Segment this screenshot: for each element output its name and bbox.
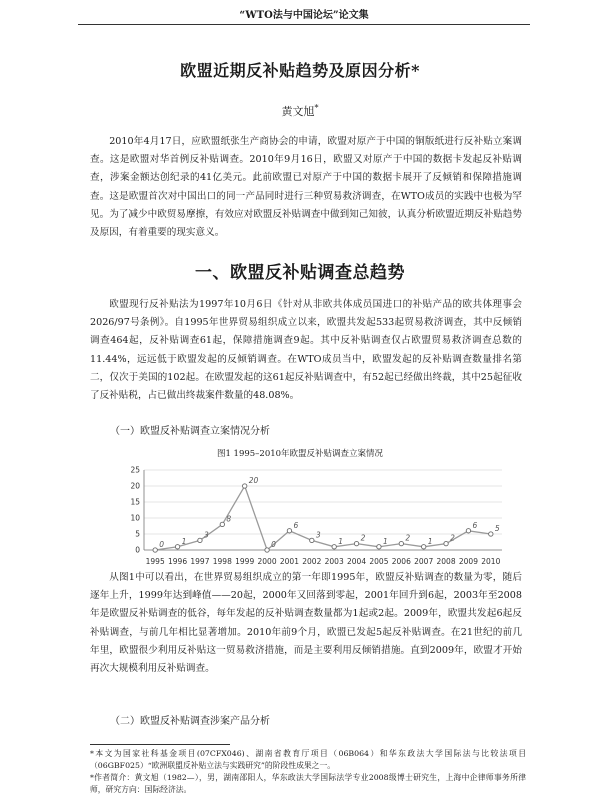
- y-tick-label: 10: [130, 513, 140, 523]
- x-tick-label: 2006: [391, 557, 411, 566]
- data-label: 0: [271, 540, 276, 549]
- author-footnote-mark: *: [314, 103, 319, 113]
- author-name: 黄文旭: [281, 105, 315, 118]
- subsection-heading-1: （一）欧盟反补贴调查立案情况分析: [110, 426, 270, 437]
- data-point: [175, 545, 179, 549]
- data-label: 8: [226, 514, 232, 524]
- y-tick-label: 15: [130, 497, 140, 507]
- intro-paragraph: 2010年4月17日，应欧盟纸张生产商协会的申请，欧盟对原产于中国的铜版纸进行反补贴立案调查。这是欧盟对华首例反补贴调查。2010年9月16日，欧盟又对原产于中国的数据卡发起反补贴调查，涉案金额达创纪录的41亿美元。此前欧盟已对原产于中国的数据卡展开了反倾销和保障措施调查。这是欧盟首次对中国出口的同一产品同时进行三种贸易救济调查，在WTO成员的实践中也极为罕见。为了减少中欧贸易摩擦，有效应对欧盟反补贴调查中做到知己知彼，认真分析欧盟近期反补贴趋势及原因，有着重要的现实意义。: [90, 136, 522, 239]
- x-tick-label: 2010: [481, 557, 501, 566]
- x-tick-label: 2005: [369, 557, 389, 566]
- x-tick-label: 1997: [190, 557, 210, 566]
- data-label: 1: [427, 536, 433, 546]
- data-label: 3: [203, 530, 209, 540]
- data-label: 1: [338, 536, 343, 546]
- x-tick-label: 2007: [414, 557, 434, 566]
- data-point: [354, 541, 358, 545]
- x-tick-label: 1999: [235, 557, 255, 566]
- data-label: 20: [248, 476, 259, 485]
- data-point: [287, 529, 291, 533]
- x-tick-label: 1996: [168, 557, 188, 566]
- data-point: [444, 541, 448, 545]
- footnote-rule: [90, 744, 230, 745]
- data-label: 6: [293, 520, 299, 530]
- data-point: [489, 532, 493, 536]
- data-point: [310, 538, 314, 542]
- data-point: [265, 548, 269, 552]
- x-tick-label: 1998: [212, 557, 232, 566]
- data-point: [153, 548, 157, 552]
- figure-caption: 图1 1995–2010年欧盟反补贴调查立案情况: [216, 449, 384, 459]
- data-point: [332, 545, 336, 549]
- data-label: 0: [159, 540, 164, 549]
- data-point: [220, 522, 224, 526]
- data-point: [466, 529, 470, 533]
- data-label: 5: [494, 524, 500, 533]
- data-point: [377, 545, 381, 549]
- x-tick-label: 2002: [302, 557, 322, 566]
- x-tick-label: 2003: [324, 557, 344, 566]
- y-tick-label: 0: [135, 545, 140, 555]
- section1-paragraph: 欧盟现行反补贴法为1997年10月6日《针对从非欧共体成员国进口的补贴产品的欧共体理事会2026/97号条例》。自1995年世界贸易组织成立以来，欧盟共发起533起贸易救济调查，其中反倾销调查464起，反补贴调查61起，保障措施调查9起。其中反补贴调查仅占欧盟贸易救济调查总数的11.44%，远远低于欧盟发起的反倾销调查。在WTO成员当中，欧盟发起的反补贴调查数量排名第二，仅次于美国的102起。在欧盟发起的这61起反补贴调查中，有52起已经做出终裁，其中25起征收了反补贴税，占已做出终裁案件数量的48.08%。: [90, 299, 522, 402]
- author-line: [0, 103, 600, 119]
- y-tick-label: 5: [135, 529, 140, 539]
- footnote-author-bio: *作者简介：黄文旭（1982—），男，湖南邵阳人，华东政法大学国际法学专业2008级博士研究生，上海中企律师事务所律师，研究方向：国际经济法。: [90, 773, 526, 794]
- x-tick-label: 2009: [458, 557, 478, 566]
- data-label: 1: [181, 536, 187, 546]
- running-header: “WTO法与中国论坛”论文集: [78, 6, 530, 25]
- y-tick-label: 20: [130, 481, 140, 491]
- subsection-heading-2: （二）欧盟反补贴调查涉案产品分析: [110, 716, 270, 727]
- section-heading-1: 一、欧盟反补贴调查总趋势: [195, 263, 405, 283]
- line-chart: [118, 462, 508, 568]
- data-label: 2: [360, 533, 366, 543]
- data-point: [198, 538, 202, 542]
- data-point: [242, 484, 246, 488]
- data-label: 6: [472, 520, 478, 530]
- x-tick-label: 2000: [257, 557, 277, 566]
- x-tick-label: 2001: [279, 557, 299, 566]
- x-tick-label: 1995: [145, 557, 165, 566]
- y-tick-label: 25: [130, 465, 140, 475]
- data-point: [421, 545, 425, 549]
- data-label: 1: [382, 536, 388, 546]
- article-title: 欧盟近期反补贴趋势及原因分析*: [180, 61, 420, 80]
- data-label: 2: [450, 533, 455, 543]
- x-tick-label: 2004: [347, 557, 367, 566]
- footnote-funding: *本文为国家社科基金项目(07CFX046)、湖南省教育厅项目（06B064）和华东政法大学国际法与比较法项目（06GBF025）“欧洲联盟反补贴立法与实践研究”的阶段性成果之一。: [90, 749, 526, 770]
- data-label: 3: [315, 530, 321, 540]
- data-point: [399, 541, 403, 545]
- analysis-paragraph: 从图1中可以看出，在世界贸易组织成立的第一年即1995年，欧盟反补贴调查的数量为零，随后逐年上升，1999年达到峰值——20起，2000年又回落到零起，2001年回升到6起，2003年至2008年是欧盟反补贴调查的低谷，每年发起的反补贴调查数量都为1起或2起。2009年，欧盟共发起6起反补贴调查，与前几年相比显著增加。2010年前9个月，欧盟已发起5起反补贴调查。在21世纪的前几年里，欧盟很少利用反补贴这一贸易救济措施，而是主要利用反倾销措施。直到2009年，欧盟才开始再次大规模利用反补贴调查。: [90, 572, 522, 675]
- x-tick-label: 2008: [436, 557, 456, 566]
- data-label: 2: [405, 533, 411, 543]
